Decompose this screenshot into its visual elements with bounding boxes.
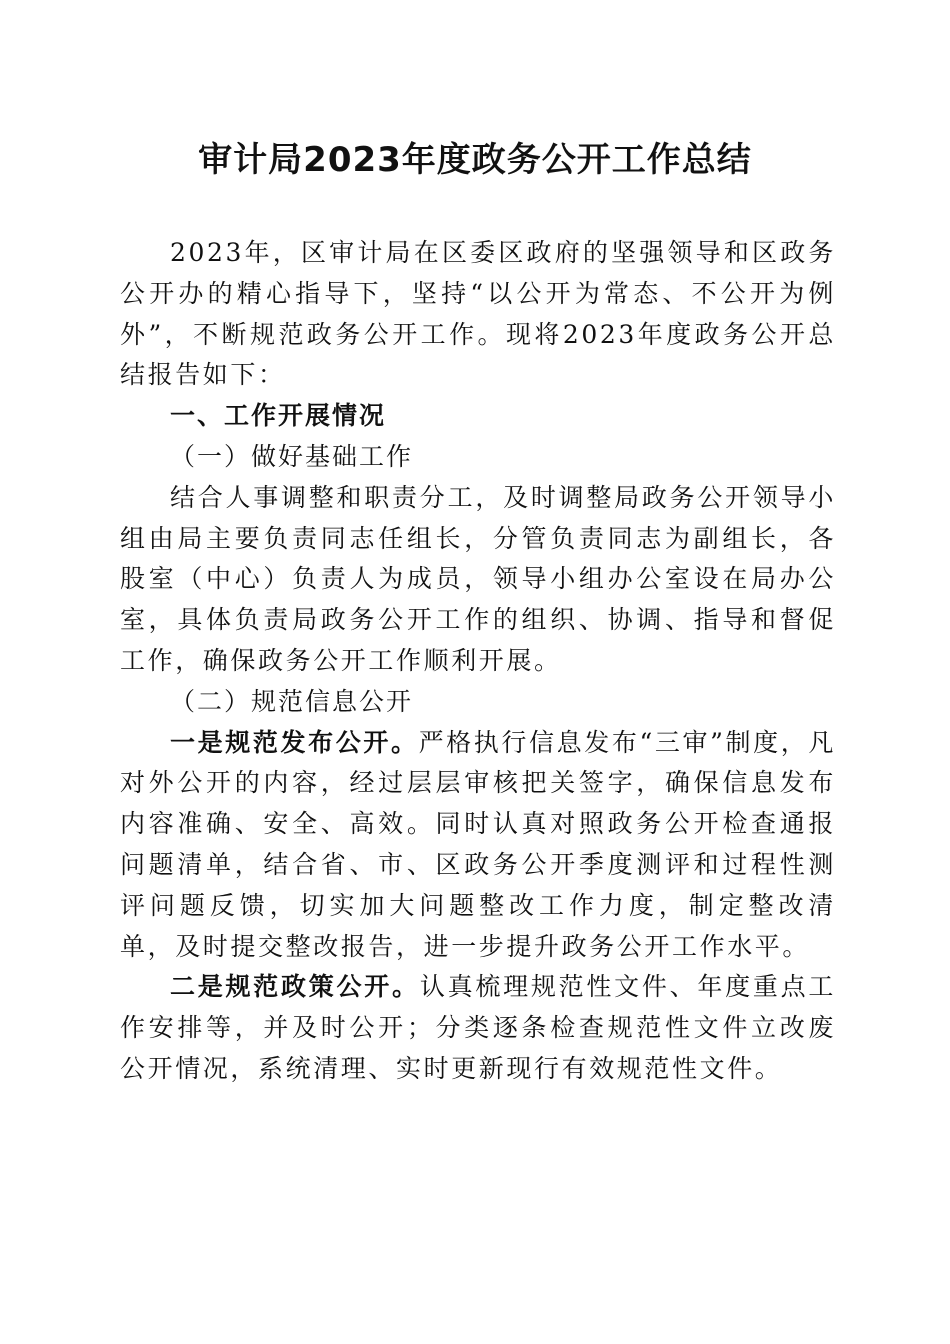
section-heading-work-progress: 一、工作开展情况 — [170, 401, 387, 431]
basic-work-paragraph: 结合人事调整和职责分工，及时调整局政务公开领导小组由局主要负责同志任组长，分管负责同志为副组长，各股室（中心）负责人为成员，领导小组办公室设在局办公室，具体负责局政务公开工作的组织、协调、指导和督促工作，确保政务公开工作顺利开展。 — [120, 482, 836, 675]
document-title: 审计局2023年度政务公开工作总结 — [198, 140, 752, 180]
release-disclosure-lead: 一是规范发布公开。 — [170, 727, 419, 757]
document-body — [120, 233, 836, 1090]
subsection-heading-info-disclosure: （二）规范信息公开 — [170, 686, 414, 716]
policy-disclosure-lead: 二是规范政策公开。 — [170, 972, 420, 1002]
policy-disclosure-text: 认真梳理规范性文件、年度重点工作安排等，并及时公开；分类逐条检查规范性文件立改废公开情况，系统清理、实时更新现行有效规范性文件。 — [120, 972, 836, 1083]
subsection-heading-basic-work: （一）做好基础工作 — [170, 441, 414, 471]
policy-disclosure-paragraph — [120, 967, 836, 1089]
release-disclosure-text: 严格执行信息发布“三审”制度，凡对外公开的内容，经过层层审核把关签字，确保信息发布内容准确、安全、高效。同时认真对照政务公开检查通报问题清单，结合省、市、区政务公开季度测评和过程性测评问题反馈，切实加大问题整改工作力度，制定整改清单，及时提交整改报告，进一步提升政务公开工作水平。 — [120, 727, 836, 961]
intro-paragraph: 2023年，区审计局在区委区政府的坚强领导和区政务公开办的精心指导下，坚持“以公开为常态、不公开为例外”，不断规范政务公开工作。现将2023年度政务公开总结报告如下： — [120, 238, 836, 390]
release-disclosure-paragraph — [120, 723, 836, 968]
